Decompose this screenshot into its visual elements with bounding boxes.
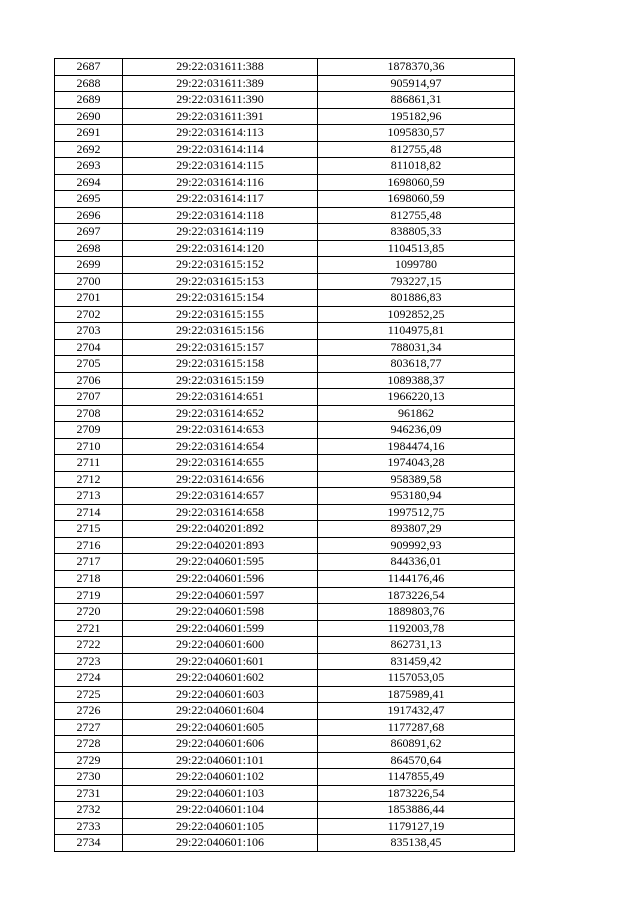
value-cell: 961862 xyxy=(318,405,515,422)
table-row xyxy=(55,587,515,604)
value-cell: 1974043,28 xyxy=(318,455,515,472)
value-cell: 1698060,59 xyxy=(318,174,515,191)
cadastral-number-cell: 29:22:040601:595 xyxy=(123,554,318,571)
cadastral-number-cell: 29:22:031611:389 xyxy=(123,75,318,92)
value-cell: 1157053,05 xyxy=(318,670,515,687)
row-number-cell: 2728 xyxy=(55,736,123,753)
row-number-cell: 2689 xyxy=(55,92,123,109)
value-cell: 886861,31 xyxy=(318,92,515,109)
cadastral-number-cell: 29:22:040601:104 xyxy=(123,802,318,819)
table-row xyxy=(55,802,515,819)
row-number-cell: 2706 xyxy=(55,372,123,389)
row-number-cell: 2698 xyxy=(55,240,123,257)
row-number-cell: 2710 xyxy=(55,438,123,455)
cadastral-number-cell: 29:22:031615:157 xyxy=(123,339,318,356)
cadastral-number-cell: 29:22:031614:656 xyxy=(123,471,318,488)
cadastral-number-cell: 29:22:031615:158 xyxy=(123,356,318,373)
row-number-cell: 2730 xyxy=(55,769,123,786)
table-row xyxy=(55,257,515,274)
value-cell: 1179127,19 xyxy=(318,818,515,835)
cadastral-number-cell: 29:22:040601:599 xyxy=(123,620,318,637)
cadastral-number-cell: 29:22:040601:105 xyxy=(123,818,318,835)
value-cell: 195182,96 xyxy=(318,108,515,125)
cadastral-number-cell: 29:22:031611:390 xyxy=(123,92,318,109)
row-number-cell: 2724 xyxy=(55,670,123,687)
table-row xyxy=(55,141,515,158)
cadastral-number-cell: 29:22:031614:653 xyxy=(123,422,318,439)
table-row xyxy=(55,273,515,290)
table-row xyxy=(55,323,515,340)
cadastral-number-cell: 29:22:031615:152 xyxy=(123,257,318,274)
row-number-cell: 2694 xyxy=(55,174,123,191)
table-row xyxy=(55,504,515,521)
table-row xyxy=(55,670,515,687)
row-number-cell: 2700 xyxy=(55,273,123,290)
cadastral-number-cell: 29:22:031615:153 xyxy=(123,273,318,290)
row-number-cell: 2704 xyxy=(55,339,123,356)
row-number-cell: 2723 xyxy=(55,653,123,670)
row-number-cell: 2711 xyxy=(55,455,123,472)
row-number-cell: 2695 xyxy=(55,191,123,208)
row-number-cell: 2707 xyxy=(55,389,123,406)
table-row xyxy=(55,736,515,753)
value-cell: 1147855,49 xyxy=(318,769,515,786)
table-row xyxy=(55,537,515,554)
row-number-cell: 2732 xyxy=(55,802,123,819)
row-number-cell: 2692 xyxy=(55,141,123,158)
cadastral-number-cell: 29:22:031614:658 xyxy=(123,504,318,521)
value-cell: 811018,82 xyxy=(318,158,515,175)
value-cell: 893807,29 xyxy=(318,521,515,538)
value-cell: 1889803,76 xyxy=(318,604,515,621)
value-cell: 1104975,81 xyxy=(318,323,515,340)
value-cell: 831459,42 xyxy=(318,653,515,670)
value-cell: 958389,58 xyxy=(318,471,515,488)
row-number-cell: 2693 xyxy=(55,158,123,175)
table-row xyxy=(55,455,515,472)
value-cell: 1875989,41 xyxy=(318,686,515,703)
cadastral-number-cell: 29:22:040201:892 xyxy=(123,521,318,538)
table-row xyxy=(55,752,515,769)
value-cell: 793227,15 xyxy=(318,273,515,290)
table-row xyxy=(55,719,515,736)
table-row xyxy=(55,653,515,670)
value-cell: 1853886,44 xyxy=(318,802,515,819)
value-cell: 801886,83 xyxy=(318,290,515,307)
cadastral-number-cell: 29:22:031614:655 xyxy=(123,455,318,472)
row-number-cell: 2713 xyxy=(55,488,123,505)
cadastral-number-cell: 29:22:040601:102 xyxy=(123,769,318,786)
row-number-cell: 2690 xyxy=(55,108,123,125)
cadastral-number-cell: 29:22:031614:651 xyxy=(123,389,318,406)
value-cell: 1873226,54 xyxy=(318,587,515,604)
table-row xyxy=(55,471,515,488)
table-row xyxy=(55,405,515,422)
row-number-cell: 2719 xyxy=(55,587,123,604)
row-number-cell: 2708 xyxy=(55,405,123,422)
row-number-cell: 2688 xyxy=(55,75,123,92)
table-row xyxy=(55,224,515,241)
value-cell: 1099780 xyxy=(318,257,515,274)
value-cell: 862731,13 xyxy=(318,637,515,654)
row-number-cell: 2733 xyxy=(55,818,123,835)
cadastral-number-cell: 29:22:040201:893 xyxy=(123,537,318,554)
value-cell: 946236,09 xyxy=(318,422,515,439)
table-row xyxy=(55,637,515,654)
table-row xyxy=(55,604,515,621)
row-number-cell: 2716 xyxy=(55,537,123,554)
row-number-cell: 2721 xyxy=(55,620,123,637)
table-row xyxy=(55,785,515,802)
value-cell: 1089388,37 xyxy=(318,372,515,389)
table-row xyxy=(55,174,515,191)
value-cell: 788031,34 xyxy=(318,339,515,356)
cadastral-number-cell: 29:22:031611:391 xyxy=(123,108,318,125)
table-row xyxy=(55,422,515,439)
cadastral-number-cell: 29:22:040601:603 xyxy=(123,686,318,703)
table-row xyxy=(55,339,515,356)
row-number-cell: 2687 xyxy=(55,59,123,76)
cadastral-number-cell: 29:22:031615:154 xyxy=(123,290,318,307)
row-number-cell: 2714 xyxy=(55,504,123,521)
row-number-cell: 2722 xyxy=(55,637,123,654)
cadastral-number-cell: 29:22:031614:120 xyxy=(123,240,318,257)
table-row xyxy=(55,438,515,455)
row-number-cell: 2715 xyxy=(55,521,123,538)
value-cell: 844336,01 xyxy=(318,554,515,571)
value-cell: 864570,64 xyxy=(318,752,515,769)
cadastral-number-cell: 29:22:040601:596 xyxy=(123,570,318,587)
value-cell: 1192003,78 xyxy=(318,620,515,637)
row-number-cell: 2729 xyxy=(55,752,123,769)
row-number-cell: 2703 xyxy=(55,323,123,340)
table-row xyxy=(55,191,515,208)
value-cell: 1917432,47 xyxy=(318,703,515,720)
table-row xyxy=(55,125,515,142)
cadastral-number-cell: 29:22:031615:155 xyxy=(123,306,318,323)
table-row xyxy=(55,554,515,571)
row-number-cell: 2720 xyxy=(55,604,123,621)
table-row xyxy=(55,488,515,505)
row-number-cell: 2699 xyxy=(55,257,123,274)
value-cell: 1144176,46 xyxy=(318,570,515,587)
value-cell: 1966220,13 xyxy=(318,389,515,406)
cadastral-number-cell: 29:22:040601:598 xyxy=(123,604,318,621)
value-cell: 1997512,75 xyxy=(318,504,515,521)
cadastral-number-cell: 29:22:031614:657 xyxy=(123,488,318,505)
cadastral-number-cell: 29:22:040601:600 xyxy=(123,637,318,654)
value-cell: 1698060,59 xyxy=(318,191,515,208)
value-cell: 1873226,54 xyxy=(318,785,515,802)
cadastral-number-cell: 29:22:031614:114 xyxy=(123,141,318,158)
value-cell: 812755,48 xyxy=(318,141,515,158)
table-row xyxy=(55,108,515,125)
cadastral-number-cell: 29:22:031614:115 xyxy=(123,158,318,175)
cadastral-number-cell: 29:22:031614:113 xyxy=(123,125,318,142)
cadastral-number-cell: 29:22:040601:103 xyxy=(123,785,318,802)
cadastral-number-cell: 29:22:040601:602 xyxy=(123,670,318,687)
value-cell: 812755,48 xyxy=(318,207,515,224)
row-number-cell: 2691 xyxy=(55,125,123,142)
table-row xyxy=(55,389,515,406)
row-number-cell: 2731 xyxy=(55,785,123,802)
table-row xyxy=(55,620,515,637)
table-row xyxy=(55,290,515,307)
table-row xyxy=(55,372,515,389)
table-row xyxy=(55,835,515,852)
cadastral-number-cell: 29:22:031614:118 xyxy=(123,207,318,224)
row-number-cell: 2712 xyxy=(55,471,123,488)
table-row xyxy=(55,92,515,109)
table-row xyxy=(55,570,515,587)
table-row xyxy=(55,521,515,538)
cadastral-number-cell: 29:22:040601:101 xyxy=(123,752,318,769)
value-cell: 909992,93 xyxy=(318,537,515,554)
table-row xyxy=(55,356,515,373)
cadastral-number-cell: 29:22:031614:116 xyxy=(123,174,318,191)
table-row xyxy=(55,306,515,323)
table-row xyxy=(55,207,515,224)
cadastral-number-cell: 29:22:040601:606 xyxy=(123,736,318,753)
value-cell: 1177287,68 xyxy=(318,719,515,736)
row-number-cell: 2696 xyxy=(55,207,123,224)
table-row xyxy=(55,686,515,703)
table-row xyxy=(55,158,515,175)
cadastral-number-cell: 29:22:031615:156 xyxy=(123,323,318,340)
table-row xyxy=(55,59,515,76)
table-row xyxy=(55,818,515,835)
value-cell: 838805,33 xyxy=(318,224,515,241)
row-number-cell: 2725 xyxy=(55,686,123,703)
cadastral-number-cell: 29:22:031611:388 xyxy=(123,59,318,76)
cadastral-number-cell: 29:22:031614:654 xyxy=(123,438,318,455)
row-number-cell: 2709 xyxy=(55,422,123,439)
value-cell: 835138,45 xyxy=(318,835,515,852)
value-cell: 1878370,36 xyxy=(318,59,515,76)
value-cell: 1104513,85 xyxy=(318,240,515,257)
cadastral-number-cell: 29:22:040601:605 xyxy=(123,719,318,736)
row-number-cell: 2718 xyxy=(55,570,123,587)
row-number-cell: 2717 xyxy=(55,554,123,571)
value-cell: 905914,97 xyxy=(318,75,515,92)
cadastral-number-cell: 29:22:040601:597 xyxy=(123,587,318,604)
cadastral-number-cell: 29:22:040601:601 xyxy=(123,653,318,670)
value-cell: 803618,77 xyxy=(318,356,515,373)
value-cell: 860891,62 xyxy=(318,736,515,753)
table-row xyxy=(55,703,515,720)
row-number-cell: 2726 xyxy=(55,703,123,720)
cadastral-value-table xyxy=(54,58,515,852)
cadastral-number-cell: 29:22:031614:117 xyxy=(123,191,318,208)
row-number-cell: 2727 xyxy=(55,719,123,736)
cadastral-number-cell: 29:22:031614:652 xyxy=(123,405,318,422)
value-cell: 1095830,57 xyxy=(318,125,515,142)
row-number-cell: 2705 xyxy=(55,356,123,373)
value-cell: 1984474,16 xyxy=(318,438,515,455)
cadastral-number-cell: 29:22:040601:106 xyxy=(123,835,318,852)
row-number-cell: 2697 xyxy=(55,224,123,241)
table-row xyxy=(55,240,515,257)
row-number-cell: 2734 xyxy=(55,835,123,852)
table-body xyxy=(55,59,515,852)
value-cell: 1092852,25 xyxy=(318,306,515,323)
row-number-cell: 2702 xyxy=(55,306,123,323)
cadastral-number-cell: 29:22:031615:159 xyxy=(123,372,318,389)
table-row xyxy=(55,769,515,786)
value-cell: 953180,94 xyxy=(318,488,515,505)
table-row xyxy=(55,75,515,92)
row-number-cell: 2701 xyxy=(55,290,123,307)
cadastral-number-cell: 29:22:040601:604 xyxy=(123,703,318,720)
cadastral-number-cell: 29:22:031614:119 xyxy=(123,224,318,241)
